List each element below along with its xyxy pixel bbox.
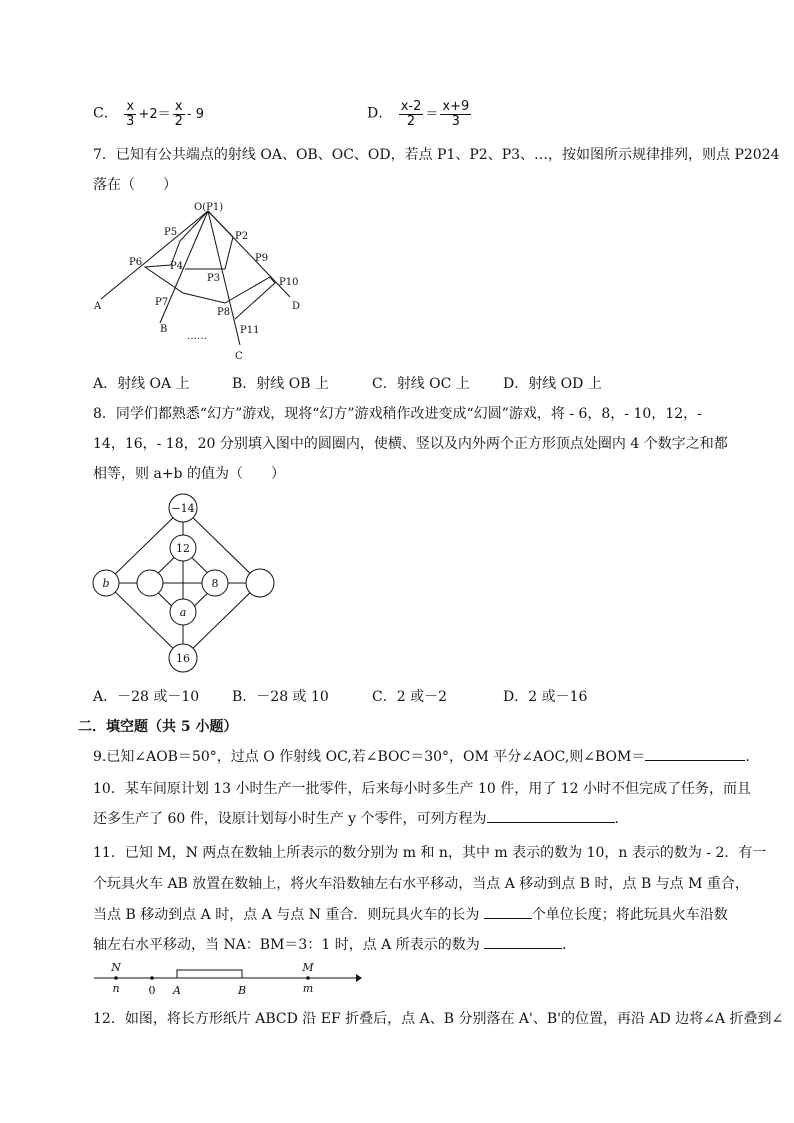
q7-stem-line1: 7．已知有公共端点的射线 OA、OB、OC、OD，若点 P1、P2、P3、…，按如图所示规律排列，则点 P2024 [93, 147, 780, 163]
q11-text-c: 轴左右水平移动，当 NA：BM＝3：1 时，点 A 所表示的数为 [93, 937, 485, 953]
circle-value-inner-right: 8 [211, 577, 219, 590]
circle-value-bottom: 16 [176, 652, 190, 665]
fraction-denominator: 3 [451, 113, 460, 129]
q8-options [93, 686, 587, 706]
q11-line2: 个玩具火车 AB 放置在数轴上，将火车沿数轴左右水平移动，当点 A 移动到点 B 时，点 B 与点 M 重合， [93, 876, 749, 892]
option-b[interactable]: B．射线 OB 上 [232, 376, 329, 392]
circle-value-inner-top: 12 [176, 542, 190, 555]
q9-text: 9.已知∠AOB＝50°，过点 O 作射线 OC,若∠BOC＝30°，OM 平分∠AOC,则∠BOM＝ [93, 749, 646, 765]
fraction-numerator: x-2 [400, 99, 422, 114]
fraction-denominator: 2 [406, 113, 416, 129]
figure-label: D [292, 301, 301, 312]
figure-label: O(P1) [194, 202, 224, 213]
q6-option-d [367, 100, 473, 128]
fraction-numerator: x+9 [442, 99, 470, 114]
q6-option-c [93, 100, 204, 128]
section-title: 二．填空题（共 5 小题） [78, 719, 238, 735]
q11-number-line [90, 958, 365, 998]
fraction-denominator: 2 [174, 113, 183, 129]
ray-oa [101, 211, 208, 299]
figure-label: P11 [240, 325, 260, 336]
q11-text-d: ． [562, 937, 577, 953]
option-d[interactable]: D．2 或－16 [503, 689, 588, 705]
q7-ray-figure [85, 195, 325, 365]
figure-dots: …… [187, 331, 207, 342]
q11-answer-blank-2[interactable] [484, 934, 562, 949]
figure-label: B [160, 324, 168, 335]
point-n [114, 976, 118, 980]
point-m [306, 976, 310, 980]
circle-value-inner-bottom: a [179, 606, 187, 619]
option-c-equation [122, 99, 205, 129]
equation-part: - 9 [186, 106, 205, 122]
q8-stem-line2: 14，16，- 18，20 分别填入图中的圆圈内，使横、竖以及内外两个正方形顶点处圈内 4 个数字之和都 [93, 436, 728, 452]
q9-end: . [745, 749, 750, 765]
figure-label: P9 [255, 253, 269, 264]
q9 [93, 746, 750, 766]
equation-part: +2＝ [138, 106, 171, 122]
figure-label: C [235, 351, 243, 362]
option-c[interactable]: C．射线 OC 上 [372, 376, 470, 392]
option-label: D． [367, 105, 393, 122]
label-m-upper: M [302, 961, 314, 974]
option-d[interactable]: D．射线 OD 上 [503, 376, 602, 392]
figure-label: P10 [279, 277, 299, 288]
q11-text-b: 个单位长度；将此玩具火车沿数 [531, 907, 728, 923]
label-n-upper: N [111, 961, 121, 974]
q8-stem-line1: 8．同学们都熟悉“幻方”游戏，现将“幻方”游戏稍作改进变成“幻圆”游戏，将 - 6，8，- 10，12，- [93, 406, 702, 422]
circle-right [246, 569, 274, 597]
figure-label: P3 [207, 273, 221, 284]
circle-value-top: −14 [171, 502, 195, 515]
q9-answer-blank[interactable] [645, 746, 745, 761]
segment-p2-p3 [225, 237, 233, 269]
q8-stem-line3: 相等，则 a+b 的值为（ ） [93, 466, 285, 482]
q10-line1: 10．某车间原计划 13 小时生产一批零件，后来每小时多生产 10 件，用了 12 小时不但完成了任务，而且 [93, 781, 751, 797]
q12-line1: 12．如图，将长方形纸片 ABCD 沿 EF 折叠后，点 A、B 分别落在 A'、B'的位置，再沿 AD 边将∠A 折叠到∠ [93, 1011, 784, 1027]
label-zero: 0 [148, 984, 156, 997]
option-c[interactable]: C．2 或－2 [372, 689, 447, 705]
q10-text: 还多生产了 60 件，设原计划每小时生产 y 个零件，可列方程为 [93, 811, 487, 827]
figure-label: P8 [217, 307, 231, 318]
fraction-denominator: 3 [126, 113, 135, 129]
figure-label: P7 [155, 297, 169, 308]
option-a[interactable]: A．射线 OA 上 [93, 376, 190, 392]
figure-label: P4 [170, 261, 184, 272]
q8-magic-circle-figure [88, 490, 278, 675]
option-d-equation [397, 99, 474, 129]
q10-answer-blank[interactable] [487, 808, 615, 823]
q11-answer-blank-1[interactable] [484, 904, 532, 919]
fraction-numerator: x [174, 99, 183, 114]
axis-arrow [356, 974, 362, 982]
label-n-lower: n [112, 982, 120, 995]
segment-p1-p2 [208, 211, 233, 237]
q11-line4 [93, 934, 576, 954]
point-zero [150, 976, 154, 980]
label-a: A [173, 984, 181, 997]
figure-label: P6 [129, 257, 143, 268]
label-m-lower: m [302, 982, 314, 995]
q7-stem-line2: 落在（ ） [93, 177, 177, 193]
option-label: C． [93, 105, 118, 122]
q11-text-a: 当点 B 移动到点 A 时，点 A 与点 N 重合．则玩具火车的长为 [93, 907, 484, 923]
figure-label: P5 [164, 227, 178, 238]
q7-options [93, 373, 602, 393]
circle-inner-left [137, 570, 163, 596]
q11-line1: 11．已知 M，N 两点在数轴上所表示的数分别为 m 和 n，其中 m 表示的数为 10，n 表示的数为 - 2．有一 [93, 845, 767, 861]
q10-end: . [614, 811, 619, 827]
option-b[interactable]: B．－28 或 10 [232, 689, 329, 705]
figure-label: P2 [235, 231, 249, 242]
fraction-numerator: x [126, 99, 135, 114]
option-a[interactable]: A．－28 或－10 [93, 689, 200, 705]
figure-label: A [94, 301, 102, 312]
equation-part: ＝ [425, 106, 439, 122]
toy-train [177, 970, 242, 978]
q10-line2 [93, 808, 619, 828]
q11-line3 [93, 904, 728, 924]
circle-value-left: b [102, 577, 110, 590]
label-b: B [237, 984, 247, 997]
